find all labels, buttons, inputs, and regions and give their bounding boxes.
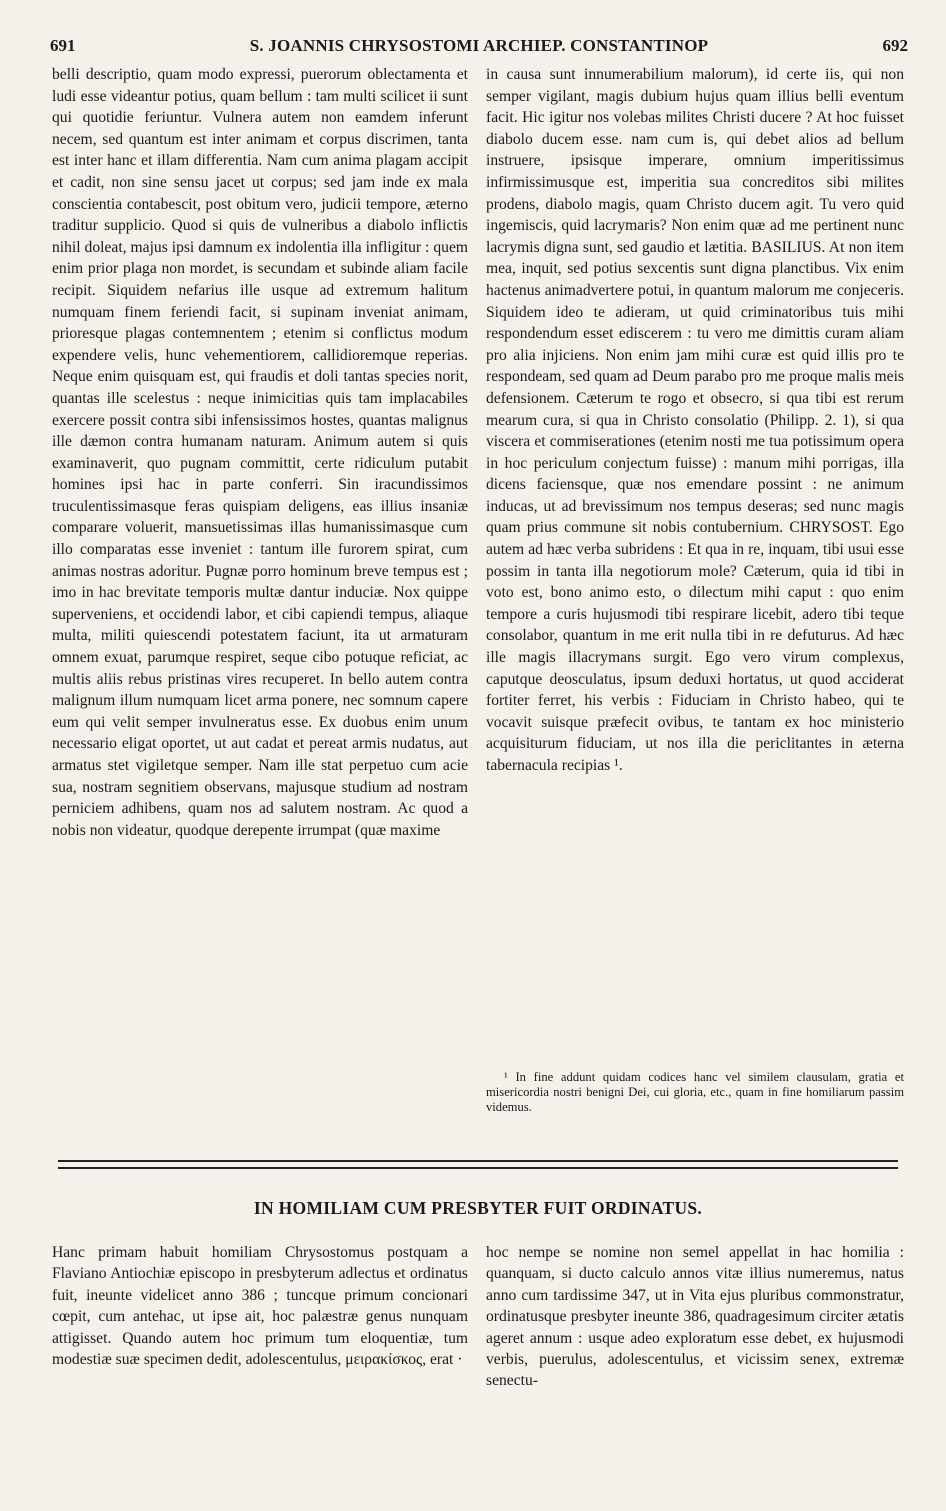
page-header (50, 36, 908, 60)
page-number-left: 691 (50, 36, 76, 55)
paragraph: belli descriptio, quam modo expressi, puerorum oblectamenta et ludi esse videantur potius, quam bellum : tam multi scilicet ii sunt qui quotidie feriuntur. Vulnera autem non eamdem inferunt necem, sed quantum est inter animam et corpus discrimen, tanta est inter hanc et illam differentia. Nam cum anima plagam accipit et cadit, non sine sensu jacet ut corpus; sed jam inde ex mala conscientia contabescit, post obitum vero, judicii tempore, æterno traditur supplicio. Quod si quis de vulneribus a diabolo inflictis nihil doleat, majus ipsi damnum ex indolentia illa infligitur : quem enim prior plaga non mordet, is secundam et subinde aliam facile recipit. Siquidem nefarius ille usque ad extremum halitum numquam finem feriendi facit, si supinam inveniat animam, prioresque plagas contemnentem ; etenim si conflictus modum expendere velis, hunc vehementiorem, callidioremque reperias. Neque enim quisquam est, qui fraudis et doli tantas species norit, quantas ille scelestus : neque inimicitias quis tam implacabiles exercere possit contra sibi infensissimos hostes, quantas malignus ille dæmon contra humanam naturam. Animum autem si quis examinaverit, quo pugnam committit, certe ridiculum putabit homines ipsi hac in parte conferri. Sin iracundissimos truculentissimasque feras quispiam deligens, eas illius insaniæ comparare voluerit, mansuetissimas illas humanissimasque cum illo comparatas esse inveniet : tantum ille furorem spirat, cum animas nostras adoritur. Pugnæ porro hominum breve tempus est ; imo in hac brevitate temporis multæ dantur induciæ. Nox quippe superveniens, et occidendi labor, et cibi capiendi tempus, aliaque multa, militi quiescendi potestatem faciunt, ita ut armaturam omnem exuat, parumque respiret, seque cibo potuque reficiat, ac multis aliis rebus pristinas vires recuperet. In bello autem contra malignum illum numquam licet arma ponere, nec somnum capere eum qui velit semper invulneratus esse. Ex duobus enim unum necessario eligat oportet, ut aut cadat et pereat armis nudatus, aut armatus stet vigiletque semper. Nam ille stat perpetuo cum acie sua, nostram segnitiem observans, majusque studium ad nostram perniciem adhibens, quam nos ad salutem nostram. Ac quod a nobis non videatur, quodque derepente irrumpat (quæ maxime (52, 66, 468, 839)
section-column-right (486, 1242, 904, 1392)
paragraph: Hanc primam habuit homiliam Chrysostomus postquam a Flaviano Antiochiæ episcopo in presbyterum adlectus et ordinatus fuit, ineunte videlicet anno 386 ; tuncque primum concionari cœpit, cum antehac, ut ipse ait, hoc palæstræ genus nunquam attigisset. Quando autem hoc primum tum eloquentiæ, tum modestiæ suæ specimen dedit, adolescentulus, μειρακίσκος, erat · (52, 1244, 468, 1369)
paragraph: hoc nempe se nomine non semel appellat in hac homilia : quanquam, si ducto calculo annos vitæ illius numeremus, natus anno cum tardissime 347, ut in Vita ejus pluribus commonstratur, ordinatusque presbyter ineunte 386, quadragesimum circiter ætatis ageret annum : usque adeo exploratum esse debet, ex hujusmodi verbis, puerulus, adolescentulus, et vicissim senex, extremæ senectu- (486, 1244, 904, 1390)
section-title: IN HOMILIAM CUM PRESBYTER FUIT ORDINATUS. (253, 1198, 703, 1218)
running-title: S. JOANNIS CHRYSOSTOMI ARCHIEP. CONSTANTINOP (249, 36, 709, 55)
footnote-text: ¹ In fine addunt quidam codices hanc vel similem clausulam, gratia et misericordia nostri benigni Dei, cui gloria, etc., quam in fine homiliarum passim videmus. (486, 1070, 904, 1114)
paragraph: in causa sunt innumerabilium malorum), id certe iis, qui non semper vigilant, magis dubium hujus quam illius belli eventum facit. Hic igitur nos volebas milites Christi ducere ? At hoc fuisset diabolo ducem esse. nam cum is, qui debet alios ad bellum instruere, ipsisque imperare, omnium imperitissimus infirmissimusque est, imperitia sua concreditos sibi milites prodens, diabolo magis, quam Christo ducem agit. Tu vero quid ingemiscis, quid lacrymaris? Non enim quæ ad me pertinent nunc lacrymis digna sunt, sed gaudio et lætitia. BASILIUS. At non item mea, inquit, sed potius sexcentis sunt digna planctibus. Vix enim hactenus animadvertere potui, in quantum malorum me conjeceris. Siquidem ideo te adieram, ut quid criminatoribus tuis mihi respondendum esset ediscerem : tu vero me dimittis curam aliam pro alia injiciens. Non enim jam mihi curæ est quid illis pro te respondeam, sed quam ad Deum parabo pro me proque malis meis defensionem. Cæterum te rogo et obsecro, si qua tibi est rerum mearum cura, si qua in Christo consolatio (Philipp. 2. 1), si qua viscera et commiserationes (etenim nosti me tua potissimum opera in hoc periculum conjectum fuisse) : manum mihi porrigas, illa dicens faciensque, quæ nos emendare possint : ne animum inducas, ut ad brevissimum nos tempus deseras; sed nunc magis quam prius commune sit nobis contubernium. CHRYSOST. Ego autem ad hæc verba subridens : Et qua in re, inquam, tibi usui esse possim in tanta illa negotiorum mole? Cæterum, quia id tibi in voto est, bono animo esto, o dilectum mihi caput : quo enim tempore a curis hujusmodi tibi respirare licebit, adero tibi teque consolabor, quantum in me erit nulla tibi in re defuturus. Ad hæc ille magis illacrymans surgit. Ego vero virum complexus, caputque deosculatus, ipsum deduxi hortatus, ut quod acciderat fortiter ferret, his verbis : Fiduciam in Christo habeo, qui te vocavit suisque præfecit ovibus, te tantam ex hoc ministerio acquisiturum fiduciam, ut nos illa die periclitantes in æterna tabernacula recipias ¹. (486, 66, 904, 774)
text-column-right (486, 64, 904, 777)
footnote (486, 1070, 904, 1115)
section-column-left (52, 1242, 468, 1370)
section-divider (58, 1160, 898, 1169)
page-number-right: 692 (882, 36, 908, 55)
text-column-left (52, 64, 468, 841)
